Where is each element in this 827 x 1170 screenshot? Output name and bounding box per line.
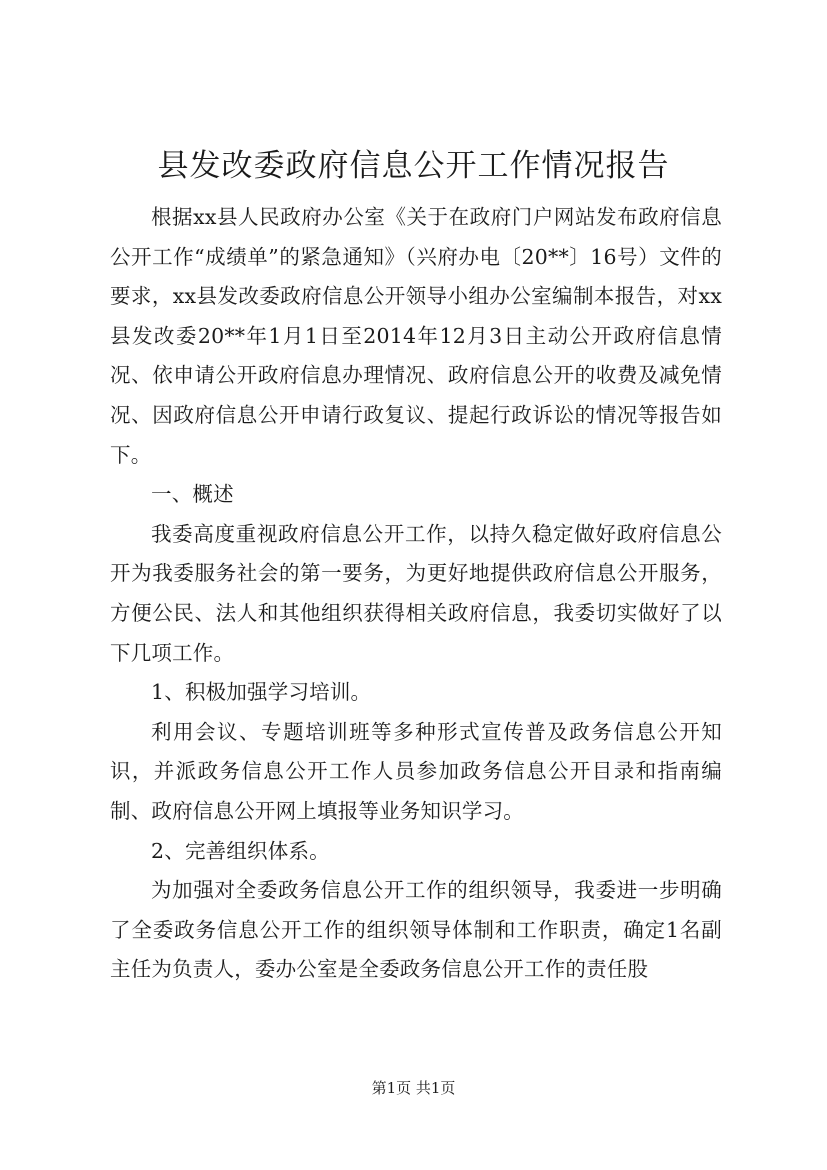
- paragraph-training: 利用会议、专题培训班等多种形式宣传普及政务信息公开知识，并派政务信息公开工作人员参加政务信息公开目录和指南编制、政府信息公开网上填报等业务知识学习。: [110, 719, 722, 823]
- section-heading-overview: 一、概述: [151, 482, 234, 507]
- page-footer: 第1页 共1页: [371, 1079, 456, 1097]
- paragraph-intro: 根据xx县人民政府办公室《关于在政府门户网站发布政府信息公开工作“成绩单”的紧急通知》（兴府办电〔20**〕16号）文件的要求，xx县发改委政府信息公开领导小组办公室编制本报告，对xx县发改委20**年1月1日至2014年12月3日主动公开政府信息情况、依申请公开政府信息办理情况、政府信息公开的收费及减免情况、因政府信息公开申请行政复议、提起行政诉讼的情况等报告如下。: [110, 205, 722, 467]
- subheading-organization: 2、完善组织体系。: [151, 838, 330, 863]
- subheading-training: 1、积极加强学习培训。: [151, 680, 372, 705]
- paragraph-organization: 为加强对全委政务信息公开工作的组织领导，我委进一步明确了全委政务信息公开工作的组织领导体制和工作职责，确定1名副主任为负责人，委办公室是全委政务信息公开工作的责任股: [110, 878, 722, 982]
- document-title: 县发改委政府信息公开工作情况报告: [157, 148, 670, 184]
- document-body: [110, 198, 722, 990]
- paragraph-overview: 我委高度重视政府信息公开工作，以持久稳定做好政府信息公开为我委服务社会的第一要务，为更好地提供政府信息公开服务，方便公民、法人和其他组织获得相关政府信息，我委切实做好了以下几项工作。: [110, 521, 722, 665]
